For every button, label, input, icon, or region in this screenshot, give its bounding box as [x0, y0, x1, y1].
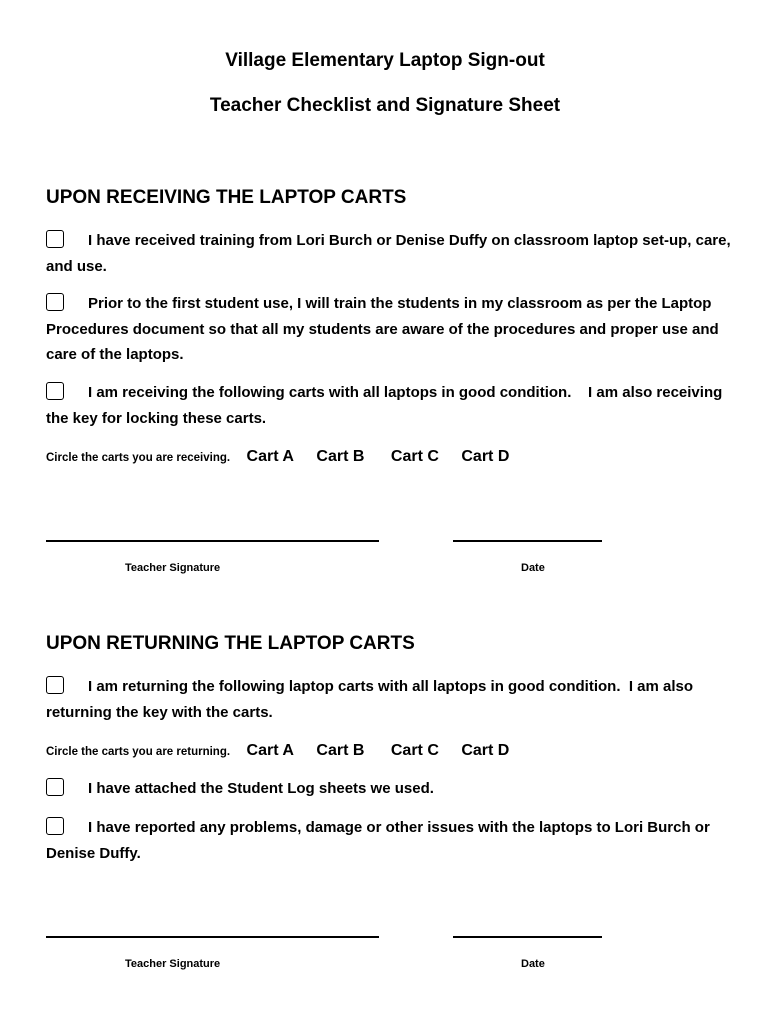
receiving-item-1-text: I have received training from Lori Burch or Denise Duffy on classroom laptop set-up, care, and use.: [46, 232, 731, 275]
page-subtitle: Teacher Checklist and Signature Sheet: [209, 95, 561, 116]
returning-checklist-item-1: [46, 674, 736, 725]
receiving-cart-c[interactable]: Cart C: [390, 448, 439, 465]
receiving-checklist-item-1: [46, 228, 736, 279]
returning-checkbox-2[interactable]: [46, 778, 64, 796]
receiving-date-line[interactable]: [453, 540, 602, 542]
receiving-checkbox-2[interactable]: [46, 293, 64, 311]
returning-cart-c[interactable]: Cart C: [390, 742, 439, 759]
returning-cart-selection: [46, 742, 527, 760]
returning-signature-label: Teacher Signature: [125, 958, 221, 970]
returning-cart-a[interactable]: Cart A: [246, 742, 294, 759]
returning-section-heading: UPON RETURNING THE LAPTOP CARTS: [46, 633, 415, 654]
returning-checklist-item-2: [46, 776, 736, 802]
receiving-signature-label: Teacher Signature: [125, 562, 221, 574]
receiving-cart-selection: [46, 448, 527, 466]
receiving-checklist-item-3: [46, 380, 736, 431]
page-title: Village Elementary Laptop Sign-out: [225, 50, 545, 71]
receiving-item-3-text: I am receiving the following carts with all laptops in good condition. I am also receiving the key for locking these carts.: [46, 384, 727, 427]
returning-date-label: Date: [521, 958, 545, 970]
receiving-cart-b[interactable]: Cart B: [316, 448, 365, 465]
receiving-checklist-item-2: [46, 291, 736, 368]
receiving-checkbox-3[interactable]: [46, 382, 64, 400]
returning-date-line[interactable]: [453, 936, 602, 938]
returning-checkbox-1[interactable]: [46, 676, 64, 694]
receiving-cart-d[interactable]: Cart D: [461, 448, 510, 465]
returning-item-3-text: I have reported any problems, damage or other issues with the laptops to Lori Burch or Denise Duffy.: [46, 819, 710, 862]
returning-item-2-text: I have attached the Student Log sheets we used.: [88, 780, 434, 797]
returning-checklist-item-3: [46, 815, 736, 866]
returning-item-1-text: I am returning the following laptop carts with all laptops in good condition. I am also returning the key with the carts.: [46, 678, 698, 721]
receiving-cart-a[interactable]: Cart A: [246, 448, 294, 465]
returning-checkbox-3[interactable]: [46, 817, 64, 835]
receiving-item-2-text: Prior to the first student use, I will train the students in my classroom as per the Laptop Procedures document so that all my students are aware of the procedures and proper use and care of the laptops.: [46, 295, 719, 363]
receiving-section-heading: UPON RECEIVING THE LAPTOP CARTS: [46, 187, 407, 208]
returning-signature-line[interactable]: [46, 936, 379, 938]
returning-cart-d[interactable]: Cart D: [461, 742, 510, 759]
receiving-checkbox-1[interactable]: [46, 230, 64, 248]
returning-circle-instruction: Circle the carts you are returning.: [46, 746, 231, 758]
receiving-signature-line[interactable]: [46, 540, 379, 542]
returning-cart-b[interactable]: Cart B: [316, 742, 365, 759]
receiving-date-label: Date: [521, 562, 545, 574]
receiving-circle-instruction: Circle the carts you are receiving.: [46, 452, 231, 464]
